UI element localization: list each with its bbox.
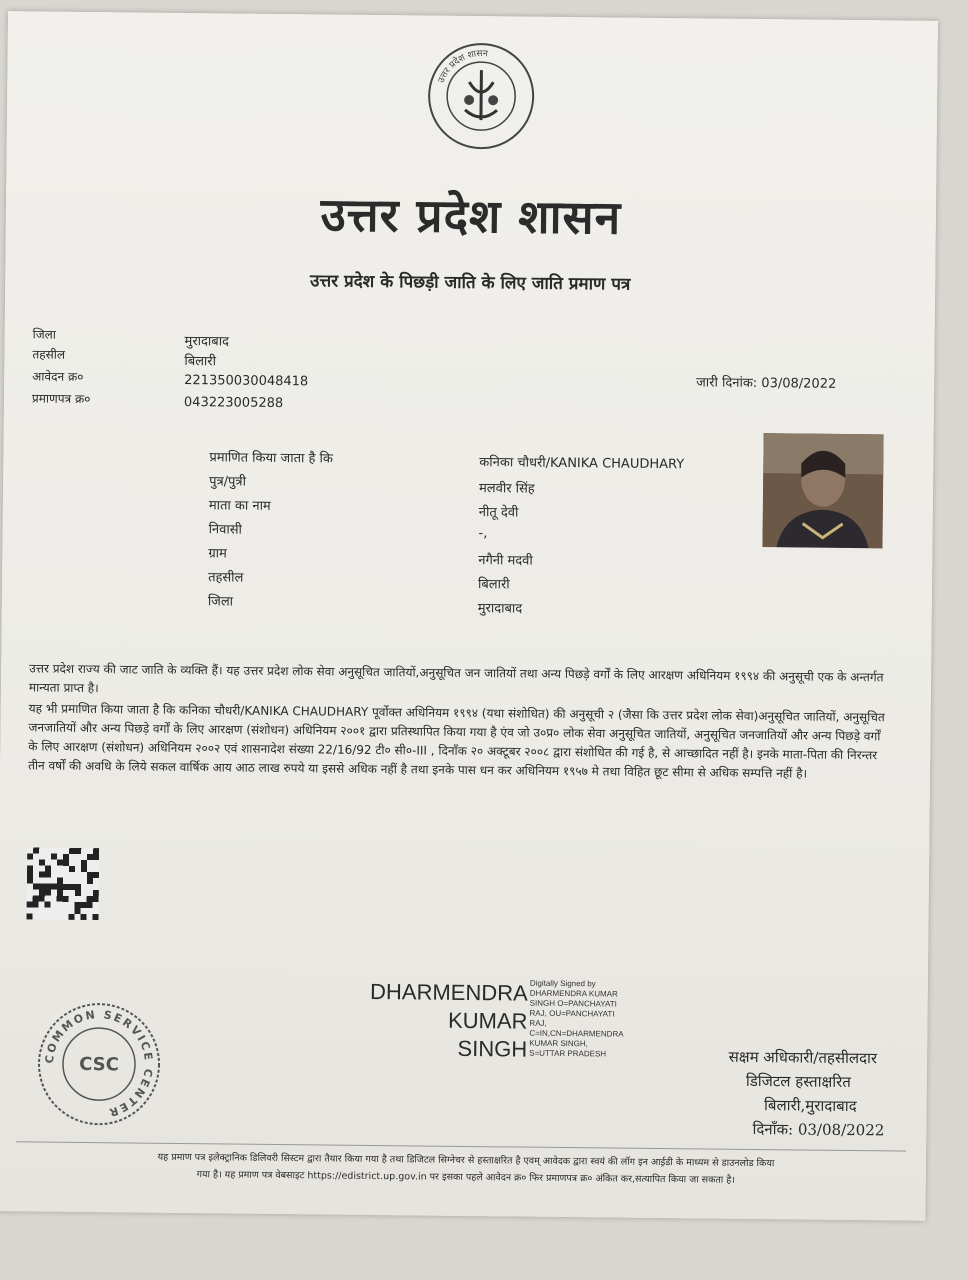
details-value-resident: -, <box>478 526 488 542</box>
svg-text:उत्तर प्रदेश शासन: उत्तर प्रदेश शासन <box>436 49 489 85</box>
qr-code <box>27 847 100 920</box>
details-value-village: नगैनी मदवी <box>478 553 533 569</box>
officer-date: दिनाँक: 03/08/2022 <box>752 1119 885 1140</box>
svg-text:CSC: CSC <box>79 1053 119 1076</box>
tehsil-value: बिलारी <box>184 353 217 370</box>
details-label-district: जिला <box>207 594 234 610</box>
csc-seal <box>34 999 163 1128</box>
svg-text:COMMON SERVICE CENTER: COMMON SERVICE CENTER <box>42 1007 156 1120</box>
application-number-value: 221350030048418 <box>184 372 309 390</box>
tehsil-label: तहसील <box>32 347 66 362</box>
body-paragraph-certification: यह भी प्रमाणित किया जाता है कि कनिका चौधरी/KANIKA CHAUDHARY पूर्वोक्त अधिनियम १९९४ (यथा संशोधित) की अनुसूची २ (जैसा कि उत्तर प्रदेश लोक सेवा)अनुसूचित जातियों, अनुसूचित जनजातियों और अन्य पिछड़े वर्गों के लिए आरक्षण (संशोधन) अधिनियम २००१ द्वारा प्रतिस्थापित किया गया है एंव जो उ०प्र० लोक सेवा अनुसूचित जातियों, अनुसूचित जनजातियों और अन्य पिछड़े वर्गों के लिए आरक्षण (संशोधन) अधिनियम २००२ एवं शासनादेश संख्या 22/16/92 टी० सी०-III , दिनाँक २० अक्टूबर २००८ द्वारा संशोधित की गई है, से आच्छादित नहीं है। इनके माता-पिता की निरन्तर तीन वर्षों की अवधि के लिये सकल वार्षिक आय आठ लाख रुपये या इससे अधिक नहीं है तथा इनके पास धन कर अधिनियम १९५७ मे तथा विहित छूट सीमा से अधिक सम्पत्ति नहीं है। <box>28 701 885 781</box>
details-label-village: ग्राम <box>208 546 227 562</box>
certificate-page <box>0 11 938 1221</box>
details-label-resident: निवासी <box>208 522 243 538</box>
details-label-tehsil: तहसील <box>208 570 244 586</box>
district-value: मुरादाबाद <box>184 333 230 350</box>
details-value-father: मलवीर सिंह <box>478 481 535 497</box>
district-label: जिला <box>32 327 56 342</box>
details-value-tehsil: बिलारी <box>477 577 510 593</box>
details-label-mother: माता का नाम <box>208 498 271 514</box>
officer-digital-sign: डिजिटल हस्ताक्षरित <box>745 1071 851 1092</box>
body-paragraph-caste: उत्तर प्रदेश राज्य की जाट जाति के व्यक्ति हैं। यह उत्तर प्रदेश लोक सेवा अनुसूचित जातियों,अनुसूचित जन जातियों तथा अन्य पिछड़े वर्गों के लिए आरक्षण अधिनियम १९९४ की अनुसूची एक के अन्तर्गत मान्यता प्राप्त है। <box>28 661 884 696</box>
details-value-name: कनिका चौधरी/KANIKA CHAUDHARY <box>479 455 685 473</box>
details-label-son-daughter: पुत्र/पुत्री <box>209 474 247 490</box>
details-value-mother: नीतू देवी <box>478 505 519 521</box>
certificate-number-value: 043223005288 <box>183 394 284 412</box>
main-title: उत्तर प्रदेश शासन <box>320 187 622 245</box>
application-number-label: आवेदन क्र० <box>32 369 84 384</box>
officer-place: बिलारी,मुरादाबाद <box>763 1096 857 1116</box>
details-label-certified: प्रमाणित किया जाता है कि <box>209 450 333 467</box>
footer-verification-note: यह प्रमाण पत्र इलेक्ट्रानिक डिलिवरी सिस्टम द्वारा तैयार किया गया है तथा डिजिटल सिग्नेचर से हस्ताक्षरित है एवम् आवेदक द्वारा स्वयं की लॉग इन आई़डी के माध्यम से डाउनलोड किया गया है। यह प्रमाण पत्र वेबसाइट https://edistrict.up.gov.in पर इसका पहले आवेदन क्र० फिर प्रमाणपत्र क्र० अंकित कर,सत्यापित किया जा सकता है। <box>157 1151 775 1186</box>
certificate-subtitle: उत्तर प्रदेश के पिछड़ी जाति के लिए जाति प्रमाण पत्र <box>309 271 631 295</box>
certificate-number-label: प्रमाणपत्र क्र० <box>31 391 91 407</box>
signer-name-line1: DHARMENDRA <box>369 978 528 1006</box>
issue-date: जारी दिनांक: 03/08/2022 <box>696 375 837 392</box>
up-government-emblem <box>425 40 538 153</box>
signer-name-line2: KUMAR <box>447 1007 528 1034</box>
details-value-district: मुरादाबाद <box>477 601 523 617</box>
applicant-photo <box>762 433 883 548</box>
signer-name-line3: SINGH <box>457 1035 528 1062</box>
digital-signature-details: Digitally Signed by DHARMENDRA KUMAR SINGH O=PANCHAYATI RAJ, OU=PANCHAYATI RAJ, C=IN,CN=DHARMENDRA KUMAR SINGH, S=UTTAR PRADESH <box>529 978 624 1059</box>
officer-title: सक्षम अधिकारी/तहसीलदार <box>728 1047 878 1068</box>
